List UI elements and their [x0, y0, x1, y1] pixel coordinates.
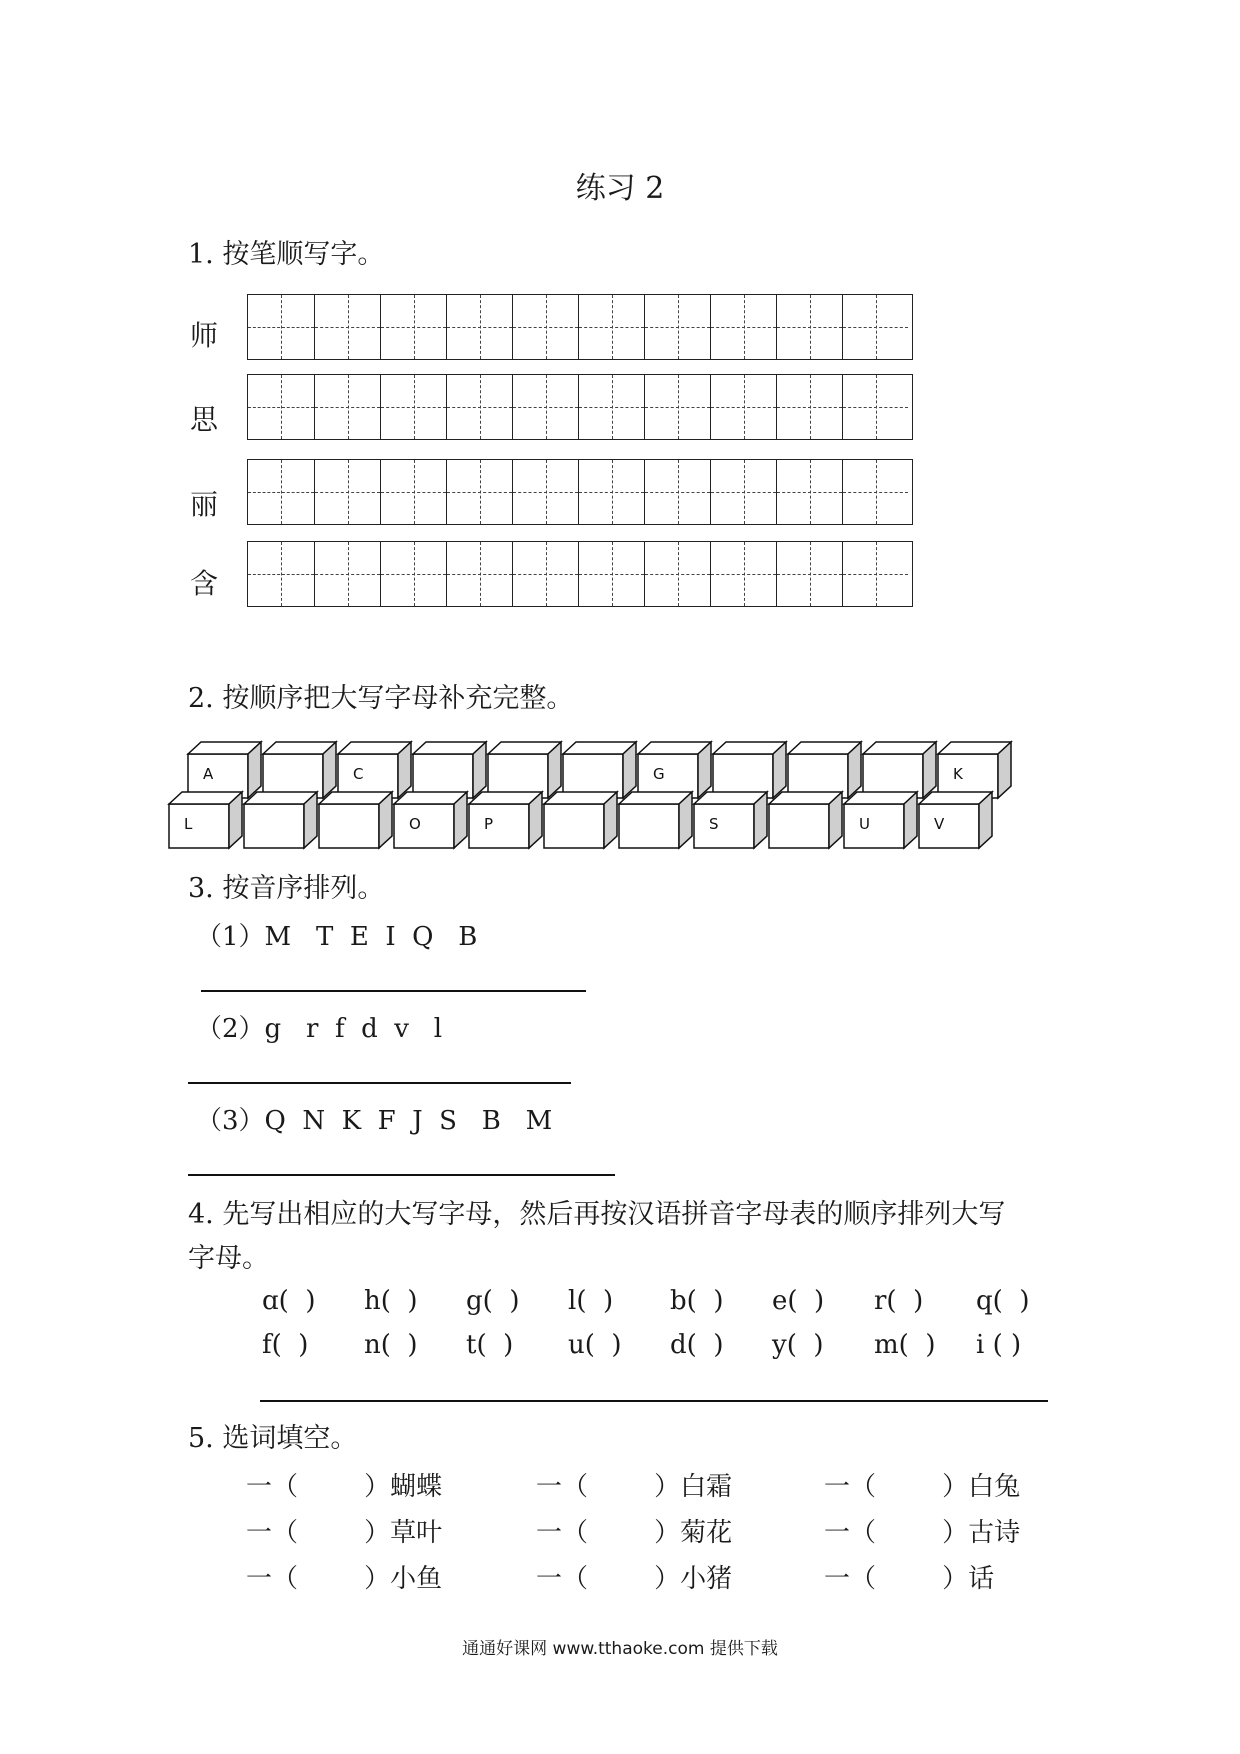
writing-grid-row-1[interactable] — [247, 294, 913, 360]
q4-letter-4: l( ) — [568, 1286, 614, 1316]
q1-char-4: 含 — [190, 567, 219, 600]
q4-letter-10: n( ) — [364, 1330, 418, 1360]
q5-blank-3: 一（ ）白兔 — [824, 1472, 1021, 1502]
q3-answer-line-2[interactable] — [188, 1082, 571, 1084]
box-letter: C — [353, 765, 364, 783]
letter-box[interactable] — [768, 791, 844, 849]
q4-letter-13: d( ) — [670, 1330, 724, 1360]
box-letter: A — [203, 765, 214, 783]
box-outline — [393, 791, 469, 849]
q4-letter-12: u( ) — [568, 1330, 622, 1360]
q4-letter-8: q( ) — [976, 1286, 1030, 1316]
box-outline — [618, 791, 694, 849]
letter-box — [693, 791, 769, 849]
box-outline — [843, 791, 919, 849]
q3-answer-line-1[interactable] — [201, 990, 586, 992]
box-letter: S — [709, 815, 719, 833]
box-outline — [318, 791, 394, 849]
letter-box — [168, 791, 244, 849]
q3-item-1: （1）M T E I Q B — [196, 922, 478, 952]
box-letter: G — [653, 765, 665, 783]
box-outline — [468, 791, 544, 849]
box-letter: L — [184, 815, 193, 833]
box-outline — [768, 791, 844, 849]
box-letter: V — [934, 815, 945, 833]
q4-letter-15: m( ) — [874, 1330, 936, 1360]
q4-letter-2: h( ) — [364, 1286, 418, 1316]
q5-blank-1: 一（ ）蝴蝶 — [246, 1472, 443, 1502]
footer-credit: 通通好课网 www.tthaoke.com 提供下载 — [462, 1639, 778, 1659]
q2-heading: 2. 按顺序把大写字母补充完整。 — [188, 683, 574, 714]
box-letter: U — [859, 815, 870, 833]
q4-letter-3: g( ) — [466, 1286, 520, 1316]
q5-blank-8: 一（ ）小猪 — [536, 1564, 733, 1594]
q4-letter-5: b( ) — [670, 1286, 724, 1316]
q4-letter-14: y( ) — [772, 1330, 824, 1360]
q3-item-2: （2）g r f d v l — [196, 1014, 443, 1044]
q5-heading: 5. 选词填空。 — [188, 1423, 358, 1454]
box-letter: O — [409, 815, 421, 833]
q5-blank-7: 一（ ）小鱼 — [246, 1564, 443, 1594]
q5-blank-9: 一（ ）话 — [824, 1564, 995, 1594]
q4-answer-line[interactable] — [260, 1400, 1048, 1402]
letter-box — [918, 791, 994, 849]
letter-box[interactable] — [318, 791, 394, 849]
page-title: 练习 2 — [575, 171, 665, 206]
writing-grid-row-3[interactable] — [247, 459, 913, 525]
letter-box — [843, 791, 919, 849]
box-outline — [168, 791, 244, 849]
box-outline — [543, 791, 619, 849]
q3-heading: 3. 按音序排列。 — [188, 873, 385, 904]
q1-char-3: 丽 — [190, 488, 219, 521]
q5-blank-4: 一（ ）草叶 — [246, 1518, 443, 1548]
q5-blank-5: 一（ ）菊花 — [536, 1518, 733, 1548]
q1-heading: 1. 按笔顺写字。 — [188, 239, 385, 270]
writing-grid-row-4[interactable] — [247, 541, 913, 607]
q5-blank-6: 一（ ）古诗 — [824, 1518, 1021, 1548]
letter-box — [468, 791, 544, 849]
q3-item-3: （3）Q N K F J S B M — [196, 1106, 553, 1136]
q4-letter-1: ɑ( ) — [262, 1286, 316, 1316]
letter-box[interactable] — [543, 791, 619, 849]
letter-box[interactable] — [243, 791, 319, 849]
box-outline — [693, 791, 769, 849]
writing-grid-row-2[interactable] — [247, 374, 913, 440]
q4-letter-7: r( ) — [874, 1286, 924, 1316]
letter-box[interactable] — [618, 791, 694, 849]
q1-char-2: 思 — [190, 403, 219, 436]
q4-heading-line-2: 字母。 — [188, 1243, 269, 1274]
box-letter: K — [953, 765, 963, 783]
q1-char-1: 师 — [190, 319, 219, 352]
box-letter: P — [484, 815, 494, 833]
q3-answer-line-3[interactable] — [188, 1174, 615, 1176]
q4-letter-11: t( ) — [466, 1330, 514, 1360]
q5-blank-2: 一（ ）白霜 — [536, 1472, 733, 1502]
q4-letter-6: e( ) — [772, 1286, 825, 1316]
box-outline — [243, 791, 319, 849]
box-outline — [918, 791, 994, 849]
q4-letter-16: i ( ) — [976, 1330, 1022, 1360]
letter-box — [393, 791, 469, 849]
q4-letter-9: f( ) — [262, 1330, 309, 1360]
q4-heading-line-1: 4. 先写出相应的大写字母，然后再按汉语拼音字母表的顺序排列大写 — [188, 1199, 1006, 1230]
